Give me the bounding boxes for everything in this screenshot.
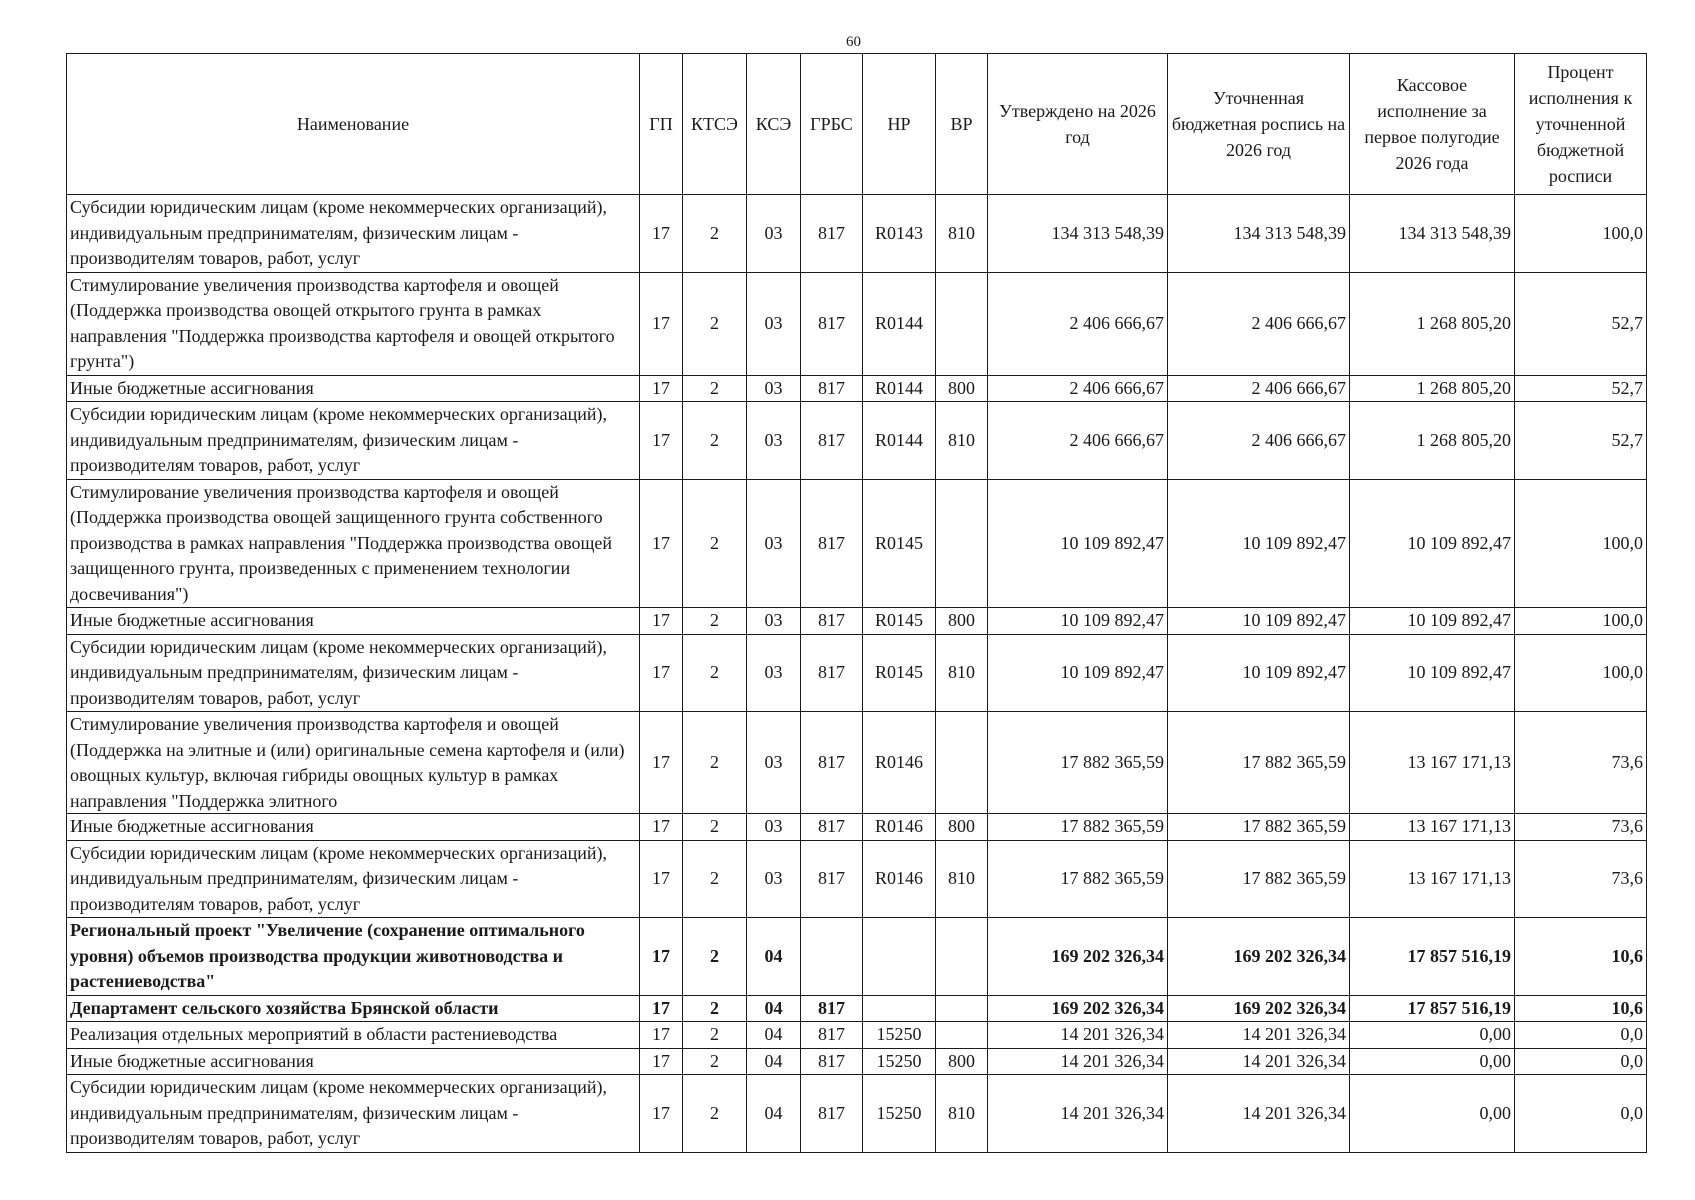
cell-kse: 03 (747, 608, 801, 635)
cell-grbs: 817 (801, 712, 863, 814)
cell-grbs: 817 (801, 1048, 863, 1075)
cell-name: Субсидии юридическим лицам (кроме некоммерческих организаций), индивидуальным предпринимателям, физическим лицам - производителям товаров, работ, услуг (67, 195, 640, 273)
cell-gp: 17 (640, 195, 683, 273)
cell-ktse: 2 (683, 634, 747, 712)
cell-approved: 169 202 326,34 (988, 995, 1168, 1022)
cell-vr (936, 272, 988, 375)
header-kse: КСЭ (747, 54, 801, 195)
table-row (67, 1022, 1647, 1049)
cell-cash: 10 109 892,47 (1350, 479, 1515, 608)
cell-gp: 17 (640, 375, 683, 402)
cell-vr: 800 (936, 1048, 988, 1075)
table-row (67, 1048, 1647, 1075)
cell-vr: 810 (936, 634, 988, 712)
cell-approved: 17 882 365,59 (988, 840, 1168, 918)
table-row (67, 918, 1647, 996)
cell-gp: 17 (640, 712, 683, 814)
header-approved: Утверждено на 2026 год (988, 54, 1168, 195)
cell-gp: 17 (640, 814, 683, 841)
cell-vr (936, 1022, 988, 1049)
cell-cash: 17 857 516,19 (1350, 918, 1515, 996)
header-cash: Кассовое исполнение за первое полугодие 2026 года (1350, 54, 1515, 195)
cell-ktse: 2 (683, 995, 747, 1022)
cell-vr: 810 (936, 1075, 988, 1153)
cell-kse: 04 (747, 918, 801, 996)
cell-cash: 13 167 171,13 (1350, 840, 1515, 918)
header-grbs: ГРБС (801, 54, 863, 195)
cell-refined: 17 882 365,59 (1168, 840, 1350, 918)
cell-name: Иные бюджетные ассигнования (67, 814, 640, 841)
cell-kse: 03 (747, 195, 801, 273)
cell-grbs: 817 (801, 1075, 863, 1153)
cell-vr: 800 (936, 375, 988, 402)
cell-nr: R0145 (863, 479, 936, 608)
cell-name: Региональный проект "Увеличение (сохранение оптимального уровня) объемов производства продукции животноводства и растениеводства" (67, 918, 640, 996)
cell-ktse: 2 (683, 479, 747, 608)
header-vr: ВР (936, 54, 988, 195)
cell-ktse: 2 (683, 1048, 747, 1075)
table-row (67, 814, 1647, 841)
cell-approved: 2 406 666,67 (988, 402, 1168, 480)
cell-vr: 810 (936, 402, 988, 480)
cell-refined: 10 109 892,47 (1168, 479, 1350, 608)
table-row (67, 479, 1647, 608)
cell-ktse: 2 (683, 195, 747, 273)
cell-grbs: 817 (801, 479, 863, 608)
cell-refined: 169 202 326,34 (1168, 918, 1350, 996)
cell-kse: 04 (747, 1048, 801, 1075)
cell-ktse: 2 (683, 608, 747, 635)
cell-grbs: 817 (801, 608, 863, 635)
cell-cash: 1 268 805,20 (1350, 272, 1515, 375)
cell-percent: 73,6 (1515, 712, 1647, 814)
cell-refined: 2 406 666,67 (1168, 375, 1350, 402)
cell-vr: 800 (936, 814, 988, 841)
cell-kse: 04 (747, 1075, 801, 1153)
table-body (67, 195, 1647, 1153)
cell-grbs: 817 (801, 1022, 863, 1049)
cell-gp: 17 (640, 272, 683, 375)
cell-approved: 14 201 326,34 (988, 1075, 1168, 1153)
header-gp: ГП (640, 54, 683, 195)
table-row (67, 375, 1647, 402)
cell-name: Иные бюджетные ассигнования (67, 375, 640, 402)
cell-approved: 169 202 326,34 (988, 918, 1168, 996)
cell-percent: 0,0 (1515, 1048, 1647, 1075)
cell-ktse: 2 (683, 712, 747, 814)
header-ktse: КТСЭ (683, 54, 747, 195)
cell-percent: 52,7 (1515, 402, 1647, 480)
cell-gp: 17 (640, 634, 683, 712)
cell-kse: 03 (747, 479, 801, 608)
cell-grbs: 817 (801, 814, 863, 841)
cell-refined: 2 406 666,67 (1168, 402, 1350, 480)
cell-percent: 73,6 (1515, 814, 1647, 841)
cell-vr: 810 (936, 195, 988, 273)
cell-vr: 800 (936, 608, 988, 635)
cell-percent: 100,0 (1515, 195, 1647, 273)
cell-nr: R0144 (863, 375, 936, 402)
cell-gp: 17 (640, 995, 683, 1022)
cell-ktse: 2 (683, 402, 747, 480)
cell-approved: 17 882 365,59 (988, 712, 1168, 814)
table-row (67, 840, 1647, 918)
page-number: 60 (846, 34, 861, 50)
cell-cash: 13 167 171,13 (1350, 814, 1515, 841)
cell-grbs: 817 (801, 195, 863, 273)
budget-execution-table (66, 53, 1647, 1153)
cell-ktse: 2 (683, 918, 747, 996)
cell-gp: 17 (640, 1048, 683, 1075)
cell-kse: 04 (747, 1022, 801, 1049)
cell-approved: 17 882 365,59 (988, 814, 1168, 841)
cell-approved: 2 406 666,67 (988, 375, 1168, 402)
cell-percent: 0,0 (1515, 1022, 1647, 1049)
cell-percent: 100,0 (1515, 634, 1647, 712)
cell-approved: 14 201 326,34 (988, 1022, 1168, 1049)
cell-refined: 2 406 666,67 (1168, 272, 1350, 375)
cell-refined: 17 882 365,59 (1168, 814, 1350, 841)
cell-cash: 0,00 (1350, 1048, 1515, 1075)
table-row (67, 402, 1647, 480)
cell-nr: 15250 (863, 1075, 936, 1153)
cell-cash: 10 109 892,47 (1350, 634, 1515, 712)
cell-kse: 03 (747, 814, 801, 841)
cell-nr: R0146 (863, 712, 936, 814)
cell-nr (863, 995, 936, 1022)
cell-kse: 03 (747, 375, 801, 402)
cell-name (67, 712, 640, 814)
cell-vr (936, 712, 988, 814)
cell-name: Стимулирование увеличения производства картофеля и овощей (Поддержка производства овощей открытого грунта в рамках направления "Поддержка производства картофеля и овощей открытого грунта") (67, 272, 640, 375)
cell-vr (936, 479, 988, 608)
cell-name: Субсидии юридическим лицам (кроме некоммерческих организаций), индивидуальным предпринимателям, физическим лицам - производителям товаров, работ, услуг (67, 840, 640, 918)
cell-gp: 17 (640, 840, 683, 918)
cell-approved: 2 406 666,67 (988, 272, 1168, 375)
cell-approved: 10 109 892,47 (988, 634, 1168, 712)
cell-refined: 134 313 548,39 (1168, 195, 1350, 273)
cell-cash: 10 109 892,47 (1350, 608, 1515, 635)
cell-refined: 14 201 326,34 (1168, 1075, 1350, 1153)
cell-cash: 0,00 (1350, 1022, 1515, 1049)
cell-nr: R0143 (863, 195, 936, 273)
cell-ktse: 2 (683, 840, 747, 918)
header-name: Наименование (67, 54, 640, 195)
cell-name-text: Стимулирование увеличения производства картофеля и овощей (Поддержка на элитные и (или) оригинальные семена картофеля и (или) овощных культур, включая гибриды овощных культур в рамках направления "Поддержка элитного (70, 714, 625, 811)
cell-cash: 1 268 805,20 (1350, 402, 1515, 480)
cell-grbs: 817 (801, 995, 863, 1022)
cell-nr (863, 918, 936, 996)
cell-gp: 17 (640, 1022, 683, 1049)
cell-cash: 1 268 805,20 (1350, 375, 1515, 402)
cell-name: Стимулирование увеличения производства картофеля и овощей (Поддержка производства овощей защищенного грунта собственного производства в рамках направления "Поддержка производства овощей защищенного грунта, произведенных с применением технологии досвечивания") (67, 479, 640, 608)
cell-refined: 10 109 892,47 (1168, 634, 1350, 712)
cell-grbs: 817 (801, 402, 863, 480)
cell-refined: 10 109 892,47 (1168, 608, 1350, 635)
cell-grbs: 817 (801, 634, 863, 712)
cell-kse: 04 (747, 995, 801, 1022)
cell-kse: 03 (747, 712, 801, 814)
cell-cash: 17 857 516,19 (1350, 995, 1515, 1022)
table-row (67, 195, 1647, 273)
header-refined: Уточненная бюджетная роспись на 2026 год (1168, 54, 1350, 195)
cell-name: Департамент сельского хозяйства Брянской области (67, 995, 640, 1022)
table-header-row (67, 54, 1647, 195)
cell-percent: 100,0 (1515, 608, 1647, 635)
table-row (67, 272, 1647, 375)
cell-name: Реализация отдельных мероприятий в области растениеводства (67, 1022, 640, 1049)
cell-ktse: 2 (683, 1022, 747, 1049)
cell-kse: 03 (747, 402, 801, 480)
cell-approved: 10 109 892,47 (988, 608, 1168, 635)
cell-grbs (801, 918, 863, 996)
header-percent: Процент исполнения к уточненной бюджетной росписи (1515, 54, 1647, 195)
cell-percent: 52,7 (1515, 272, 1647, 375)
cell-name: Иные бюджетные ассигнования (67, 1048, 640, 1075)
cell-name: Субсидии юридическим лицам (кроме некоммерческих организаций), индивидуальным предпринимателям, физическим лицам - производителям товаров, работ, услуг (67, 402, 640, 480)
cell-refined: 14 201 326,34 (1168, 1048, 1350, 1075)
cell-percent: 10,6 (1515, 995, 1647, 1022)
table-row (67, 608, 1647, 635)
cell-nr: R0145 (863, 634, 936, 712)
table-row (67, 995, 1647, 1022)
cell-ktse: 2 (683, 1075, 747, 1153)
cell-percent: 10,6 (1515, 918, 1647, 996)
cell-kse: 03 (747, 840, 801, 918)
cell-name: Иные бюджетные ассигнования (67, 608, 640, 635)
cell-ktse: 2 (683, 375, 747, 402)
cell-ktse: 2 (683, 272, 747, 375)
cell-gp: 17 (640, 479, 683, 608)
cell-cash: 134 313 548,39 (1350, 195, 1515, 273)
cell-gp: 17 (640, 918, 683, 996)
header-nr: НР (863, 54, 936, 195)
cell-ktse: 2 (683, 814, 747, 841)
table-row (67, 634, 1647, 712)
cell-gp: 17 (640, 402, 683, 480)
cell-gp: 17 (640, 1075, 683, 1153)
cell-percent: 52,7 (1515, 375, 1647, 402)
cell-percent: 100,0 (1515, 479, 1647, 608)
cell-approved: 134 313 548,39 (988, 195, 1168, 273)
cell-kse: 03 (747, 634, 801, 712)
cell-nr: 15250 (863, 1048, 936, 1075)
cell-refined: 17 882 365,59 (1168, 712, 1350, 814)
cell-grbs: 817 (801, 375, 863, 402)
cell-nr: 15250 (863, 1022, 936, 1049)
cell-vr (936, 918, 988, 996)
cell-percent: 0,0 (1515, 1075, 1647, 1153)
cell-approved: 10 109 892,47 (988, 479, 1168, 608)
cell-percent: 73,6 (1515, 840, 1647, 918)
table-row (67, 712, 1647, 814)
cell-name: Субсидии юридическим лицам (кроме некоммерческих организаций), индивидуальным предпринимателям, физическим лицам - производителям товаров, работ, услуг (67, 634, 640, 712)
cell-vr: 810 (936, 840, 988, 918)
cell-nr: R0144 (863, 402, 936, 480)
cell-nr: R0146 (863, 814, 936, 841)
cell-nr: R0144 (863, 272, 936, 375)
cell-refined: 14 201 326,34 (1168, 1022, 1350, 1049)
table-row (67, 1075, 1647, 1153)
cell-grbs: 817 (801, 840, 863, 918)
cell-cash: 0,00 (1350, 1075, 1515, 1153)
cell-gp: 17 (640, 608, 683, 635)
cell-vr (936, 995, 988, 1022)
cell-cash: 13 167 171,13 (1350, 712, 1515, 814)
cell-name: Субсидии юридическим лицам (кроме некоммерческих организаций), индивидуальным предпринимателям, физическим лицам - производителям товаров, работ, услуг (67, 1075, 640, 1153)
cell-nr: R0145 (863, 608, 936, 635)
cell-approved: 14 201 326,34 (988, 1048, 1168, 1075)
cell-refined: 169 202 326,34 (1168, 995, 1350, 1022)
cell-kse: 03 (747, 272, 801, 375)
cell-nr: R0146 (863, 840, 936, 918)
cell-grbs: 817 (801, 272, 863, 375)
